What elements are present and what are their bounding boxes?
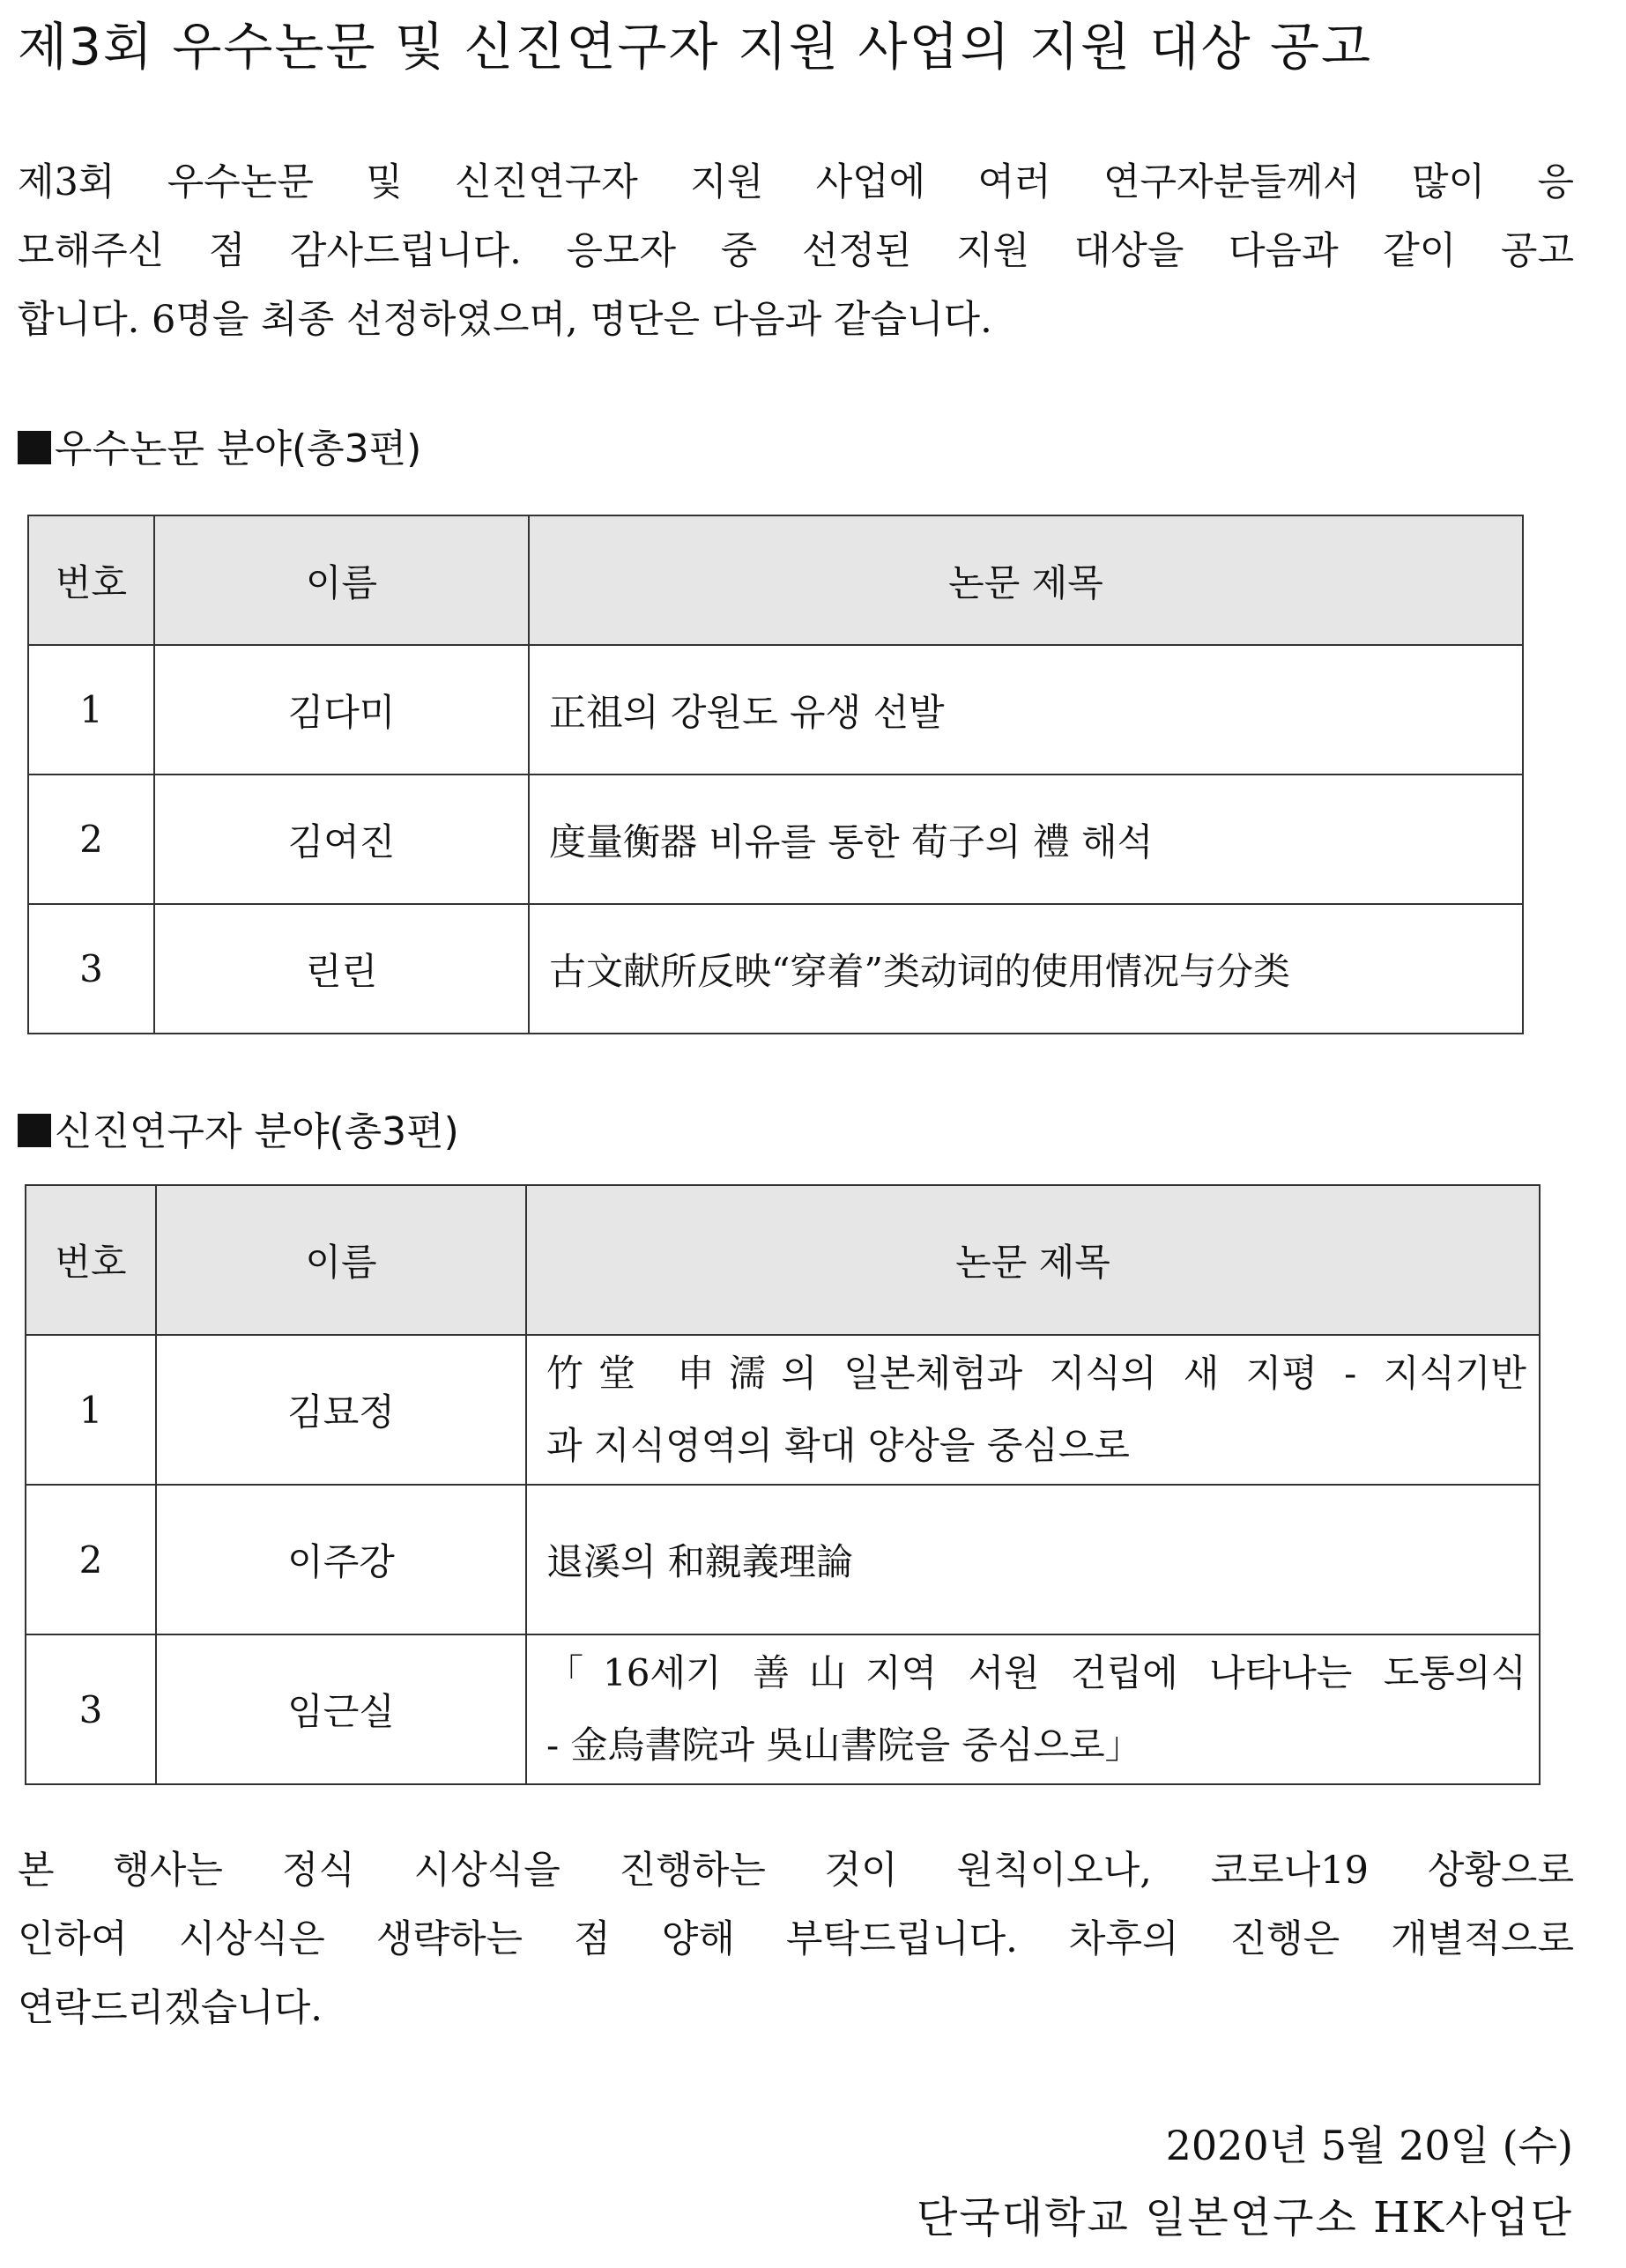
section-heading-new-researchers: 신진연구자 분야(총3편)	[18, 1106, 459, 1159]
table-row	[26, 1485, 1540, 1634]
excellent-papers-table	[27, 515, 1524, 1034]
closing-line: 본 행사는 정식 시상식을 진행하는 것이 원칙이오나, 코로나19 상황으로	[18, 1849, 1574, 1893]
cell-paper-title-line: 과 지식영역의 확대 양상을 중심으로	[546, 1424, 1130, 1467]
cell-name: 이주강	[156, 1485, 526, 1634]
intro-line: 합니다. 6명을 최종 선정하였으며, 명단은 다음과 같습니다.	[18, 298, 992, 342]
cell-number: 3	[26, 1634, 156, 1784]
cell-number: 2	[28, 775, 154, 904]
table-row	[26, 1634, 1540, 1784]
announcement-date: 2020년 5월 20일 (수)	[1165, 2122, 1573, 2169]
table-row	[28, 904, 1523, 1034]
table-header-row	[28, 515, 1523, 645]
header-name: 이름	[154, 515, 529, 645]
header-paper-title: 논문 제목	[529, 515, 1523, 645]
page-title: 제3회 우수논문 및 신진연구자 지원 사업의 지원 대상 공고	[18, 17, 1373, 77]
cell-paper-title-line: 「16세기 善山지역 서원 건립에 나타나는 도통의식	[546, 1651, 1526, 1694]
cell-number: 3	[28, 904, 154, 1034]
cell-paper-title: 退溪의 和親義理論	[526, 1485, 1540, 1634]
closing-line: 인하여 시상식은 생략하는 점 양해 부탁드립니다. 차후의 진행은 개별적으로	[18, 1917, 1574, 1961]
square-bullet-icon	[18, 1114, 51, 1147]
table-row	[26, 1335, 1540, 1485]
cell-paper-title-line: - 金烏書院과 吳山書院을 중심으로」	[546, 1723, 1142, 1767]
intro-line: 모해주신 점 감사드립니다. 응모자 중 선정된 지원 대상을 다음과 같이 공고	[18, 229, 1574, 273]
header-name: 이름	[156, 1185, 526, 1335]
cell-name: 임근실	[156, 1634, 526, 1784]
intro-line: 제3회 우수논문 및 신진연구자 지원 사업에 여러 연구자분들께서 많이 응	[18, 160, 1574, 204]
header-number: 번호	[28, 515, 154, 645]
closing-line: 연락드리겠습니다.	[18, 1986, 323, 2030]
table-header-row	[26, 1185, 1540, 1335]
header-paper-title: 논문 제목	[526, 1185, 1540, 1335]
table-row	[28, 645, 1523, 775]
intro-paragraph	[18, 148, 1574, 354]
cell-name: 김여진	[154, 775, 529, 904]
cell-paper-title: 古文献所反映“穿着”类动词的使用情况与分类	[529, 904, 1523, 1034]
closing-paragraph	[18, 1836, 1574, 2042]
cell-paper-title: 正祖의 강원도 유생 선발	[529, 645, 1523, 775]
cell-number: 2	[26, 1485, 156, 1634]
cell-name: 김묘정	[156, 1335, 526, 1485]
cell-name: 김다미	[154, 645, 529, 775]
square-bullet-icon	[18, 431, 51, 464]
cell-paper-title	[526, 1335, 1540, 1485]
cell-paper-title: 度量衡器 비유를 통한 荀子의 禮 해석	[529, 775, 1523, 904]
cell-number: 1	[28, 645, 154, 775]
organization-name: 단국대학교 일본연구소 HK사업단	[916, 2193, 1573, 2242]
cell-paper-title-line: 竹堂 申濡의 일본체험과 지식의 새 지평 - 지식기반	[546, 1352, 1526, 1395]
cell-name: 린린	[154, 904, 529, 1034]
new-researchers-table	[25, 1184, 1541, 1785]
header-number: 번호	[26, 1185, 156, 1335]
table-row	[28, 775, 1523, 904]
cell-paper-title	[526, 1634, 1540, 1784]
section-heading-excellent-papers: 우수논문 분야(총3편)	[18, 423, 421, 476]
cell-number: 1	[26, 1335, 156, 1485]
